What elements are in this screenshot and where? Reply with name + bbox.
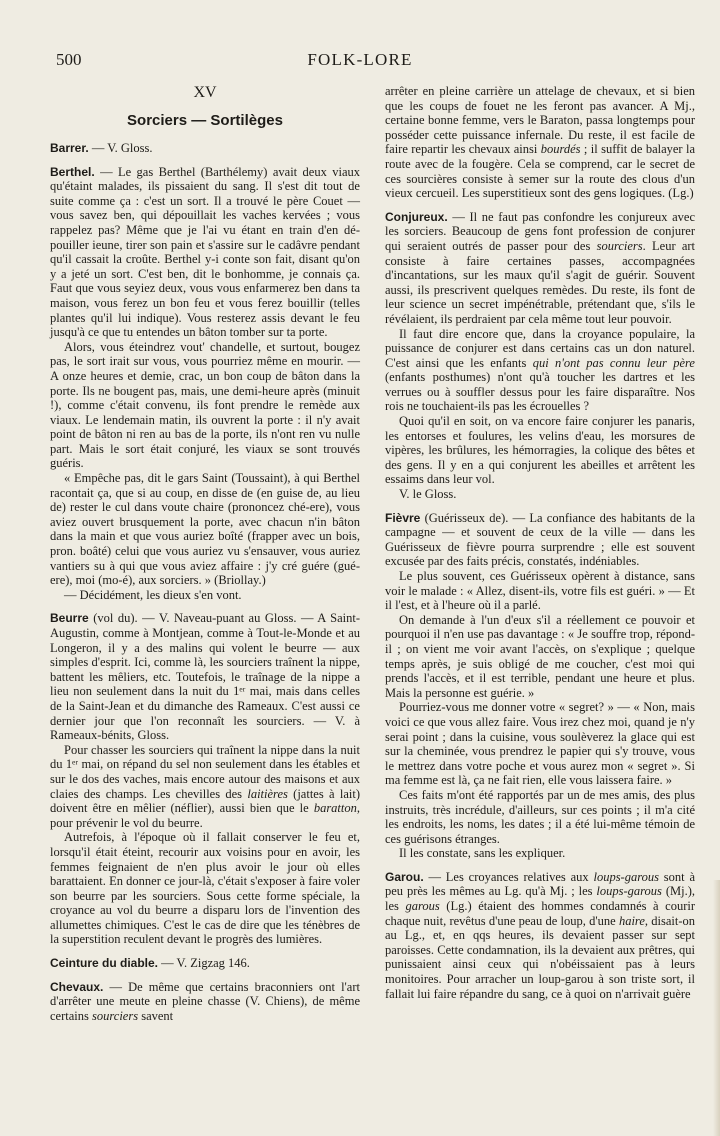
running-head: FOLK-LORE bbox=[307, 50, 413, 69]
entry-garou: Garou. — Les croyances relatives aux loups-garous sont à peu près les mêmes au Lg. qu'à Mj. ; les loups-garous (Mj.), les garous (Lg.) étaient des hommes condamnés à courir chaque nuit, revêtus d'une peau de loup, d'une haire, disait-on au Lg., et, en qqs heures, ils devaient passer sur sept paroisses. Cette condamnation, ils la devaient aux prêtres, qui punissaient ainsi ceux qui n'obéissaient pas à leurs monitoires. Pour arracher un loup-garou à son triste sort, il fallait lui faire répandre du sang, ce à quoi on n'arrivait guère bbox=[385, 869, 696, 1001]
paragraph: « Empêche pas, dit le gars Saint (Toussaint), à qui Berthel racontait ça, que si au coup, en disse de (en guise de, au lieu de) rester le cul dans voute chaire (prononcez ché-ere), vous aviez ouvert brusquement la porte, avec chacun n'in bâton dans la main et que vous auriez boîté (frapper avec un bois, pron. boâté) celui que vous auriez vu s'ensauver, vous auriez vantiers su à qui que vous aviez affaire : j'y cré guére (gué-ere), moi (mo-é), aux sorciers. » (Briollay.) bbox=[50, 471, 360, 588]
headword-beurre: Beurre bbox=[50, 611, 89, 626]
headword-fievre: Fièvre bbox=[385, 510, 421, 525]
entry-berthel: Berthel. — Le gas Berthel (Barthélemy) avait deux viaux qu'étaint malades, ils pissaient du sang. Il s'est dit tout de suite comme ça : c'est un sort. Il a trouvé le père Couet — vous savez ben, qui dépouillait les vaches kervées ; vous rappelez pas? Même que je l'ai vu étant en train d'en dépouiller ieune, tirer son pain et s'assire sur le cadâvre pendant qu'il cassait la croûte. Berthel y-i conte son fait, disant qu'on y a jeté un sort. C'est ben, dit le bonhomme, je connais ça. Faut que vous seyiez deux, vous vous enfarmerez ben dans ta maison, vous ferez un bon feu et vous ferez bouillir (telles plantes qu'il lui indique). Vous resterez assis devant le feu jusqu'à ce que tu entendes un bâton tomber sur ta porte. bbox=[50, 164, 360, 340]
entry-fievre: Fièvre (Guérisseux de). — La confiance des habitants de la campagne — et souvent de ceux de la ville — dans les Guérisseux de fièvre pourra surprendre ; elle est souvent excusée par des faits précis, constatés, indéniables. bbox=[385, 510, 695, 569]
paragraph: Autrefois, à l'époque où il fallait conserver le feu et, lorsqu'il était éteint, recourir aux voisins pour en avoir, les femmes feignaient de n'en plus avoir le jour où elles barattaient. En donner ce jour-là, c'était s'exposer à faire voler son beurre par les sourciers. Sous cette forme spéciale, la croyance au vol du beurre a disparu lors de l'invention des allumettes chimiques. C'est le cas de dire que les ténèbres de la superstition reculent devant le progrès des lumières. bbox=[50, 830, 360, 947]
entry-ceinture-du-diable: Ceinture du diable. — V. Zigzag 146. bbox=[50, 956, 250, 971]
headword-berthel: Berthel. bbox=[50, 164, 95, 179]
paragraph: Ces faits m'ont été rapportés par un de mes amis, des plus instruits, très incrédule, d'ailleurs, sur ces points ; il m'a cité les endroits, les noms, les dates ; il a été lui-même témoin de ces guérisons étranges. bbox=[385, 787, 695, 846]
entry-barrer: Barrer. — V. Gloss. bbox=[50, 141, 153, 155]
entry-beurre: Beurre (vol du). — V. Naveau-puant au Gloss. — A Saint-Augustin, comme à Montjean, comme à Tout-le-Monde et au Longeron, il y a des malins qui volent le beurre — aux simples d'esprit. Ici, comme là, les sourciers traînent la nippe, battent les mêliers, etc. Toutefois, le traînage de la nippe a lieu non seulement dans la nuit du 1ᵉʳ mai, mais dans celles de la Saint-Jean et du dimanche des Rameaux. C'est aussi ce dernier jour que l'on reconnaît les sourciers. — V. à Rameaux-bénits, Gloss. bbox=[50, 611, 360, 743]
headword-garou: Garou. bbox=[385, 869, 424, 884]
headword-chevaux: Chevaux. bbox=[50, 979, 104, 994]
paragraph: Quoi qu'il en soit, on va encore faire conjurer les panaris, les entorses et foulures, les velins d'eau, les morsures de vipères, les brûlures, les hémorragies, la colique des bêtes et des gens. Il y en a qui conjurent les abeilles et arrêtent les essaims dans leur vol. bbox=[385, 414, 695, 487]
paragraph: On demande à l'un d'eux s'il a réellement ce pouvoir et pourquoi il n'en use pas davantage : « Je souffre trop, répond-il ; on vient me voir avant l'accès, on s'explique ; quelque temps après, je suis obligé de me coucher, c'est moi qui prends l'accès, et il est terrible, pendant une heure et plus. Mais la personne est guérie. » bbox=[385, 612, 695, 700]
section-title: Sorciers — Sortilèges bbox=[127, 112, 283, 129]
right-column bbox=[385, 84, 695, 1001]
paragraph: Il faut dire encore que, dans la croyance populaire, la puissance de conjurer est dans certains cas un don naturel. C'est ainsi que les enfants qui n'ont pas connu leur père (enfants posthumes) n'ont qu'à toucher les dartres et les verrues ou à souffler dessus pour les faire disparaître. Nos rois ne touchaient-ils pas les écrouelles ? bbox=[385, 326, 695, 414]
paragraph: Alors, vous éteindrez vout' chandelle, et surtout, bougez pas, le sort irait sur vous, vous pourriez même en mourir. — A onze heures et demie, crac, un bon coup de bâton dans la porte. Ils ne bougent pas, mais, une demi-heure après (minuit !), comme c'était convenu, ils font prendre le remède aux viaux. Le lendemain matin, ils ouvrent la porte : il n'y avait point de bâton ni ren au bas de la porte, ils n'ont ren vu nulle part. Mais le sort était conjuré, les viaux se sont trouvés guéris. bbox=[50, 339, 360, 471]
paragraph: Pourriez-vous me donner votre « segret? » — « Non, mais voici ce que vous allez faire. Vous irez chez moi, quand je n'y serai point ; dans la cuisine, vous soulèverez la glace qui est sur la cheminée, vous prendrez le papier qui s'y trouve, vous le mettrez dans votre poche et vous aurez mon « segret ». Si ma femme est là, ça ne fait rien, elle vous laissera faire. » bbox=[385, 700, 695, 788]
headword-ceinture-du-diable: Ceinture du diable. bbox=[50, 956, 159, 971]
paragraph: Le plus souvent, ces Guérisseux opèrent à distance, sans voir le malade : « Allez, disent-ils, votre fils est guéri. » — Et il l'est, et à l'heure où il a parlé. bbox=[385, 569, 695, 613]
page-number: 500 bbox=[56, 50, 82, 69]
entry-chevaux: Chevaux. — De même que certains braconniers ont l'art d'arrêter une meute en pleine chasse (V. Chiens), de même certains sourciers savent bbox=[50, 979, 360, 1023]
paragraph: Il les constate, sans les expliquer. bbox=[399, 846, 566, 861]
page-header bbox=[0, 50, 720, 74]
entry-conjureux: Conjureux. — Il ne faut pas confondre les conjureux avec les sorciers. Beaucoup de gens font profession de conjurer qui seraient outrés de passer pour des sourciers. Leur art consiste à faire certaines passes, accompagnées d'incantations, sur les maux qu'il s'agit de guérir. Souvent aussi, ils prescrivent quelques remèdes. Du reste, ils font de leur science un secret impénétrable, prétendant que, s'ils le révélaient, ils perdraient par cela même tout leur pouvoir. bbox=[385, 209, 696, 326]
headword-barrer: Barrer. bbox=[50, 141, 89, 155]
paragraph: — Décidément, les dieux s'en vont. bbox=[64, 587, 242, 602]
paragraph: Pour chasser les sourciers qui traînent la nippe dans la nuit du 1ᵉʳ mai, on répand du sel non seulement dans les étables et sur le dos des vaches, mais encore autour des maisons et aux claies des champs. Les chevilles des laitières (jattes à lait) doivent être en mêlier (néflier), aussi bien que le baratton, pour prévenir le vol du beurre. bbox=[50, 742, 360, 830]
headword-conjureux: Conjureux. bbox=[385, 209, 448, 224]
paragraph: arrêter en pleine carrière un attelage de chevaux, et si bien que les coups de fouet ne les feront pas avancer. A Mj., certaine bonne femme, vers le Baraton, passa longtemps pour posséder cette puissance infernale. Du reste, il est facile de faire repartir les chevaux ainsi bourdés ; il suffit de balayer la route avec de la fougère. Cela se comprend, car le secret de ces sourcières consiste à semer sur la route des clous d'un vieux cercueil. Les superstitieux sont des gens logiques. (Lg.) bbox=[385, 84, 695, 201]
page-edge-shadow bbox=[713, 880, 720, 1136]
paragraph: V. le Gloss. bbox=[399, 487, 457, 502]
left-column bbox=[50, 84, 360, 1023]
section-number: XV bbox=[193, 84, 217, 101]
